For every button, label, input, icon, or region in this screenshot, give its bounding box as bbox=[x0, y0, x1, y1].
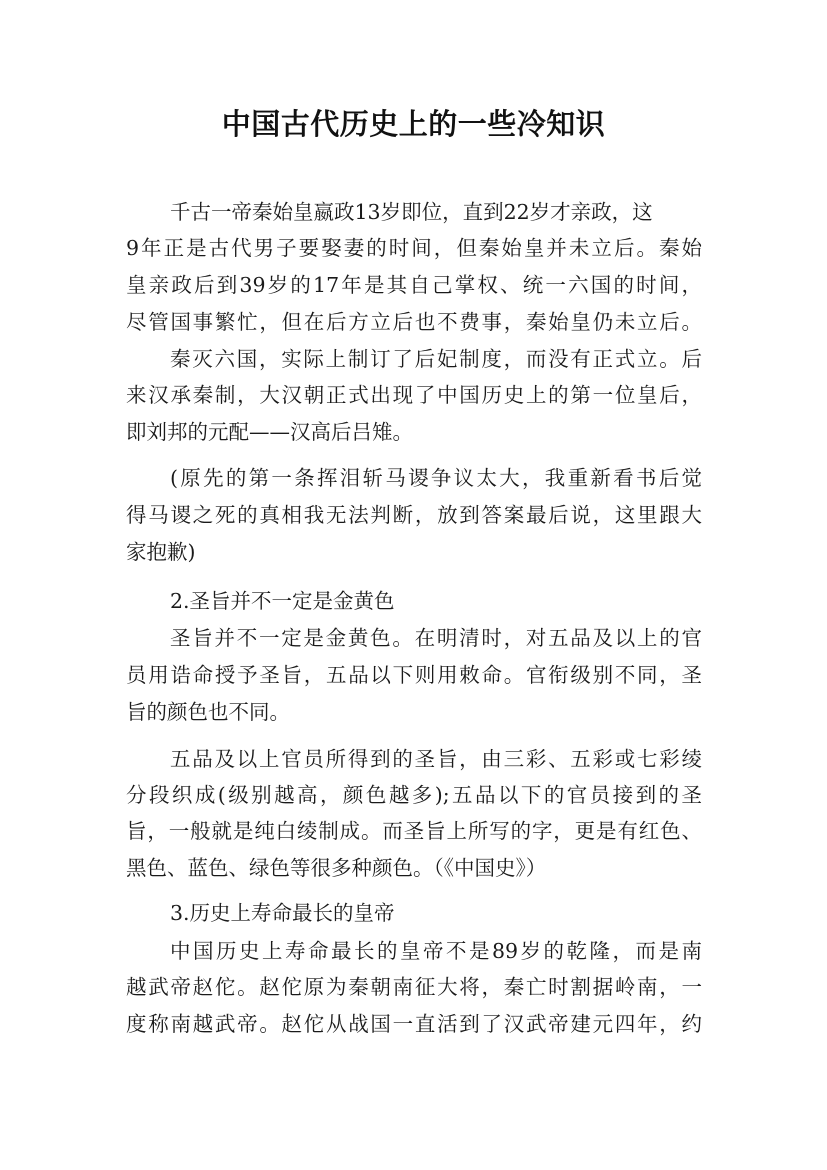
text-line: 越武帝赵佗。赵佗原为秦朝南征大将，秦亡时割据岭南，一 bbox=[126, 975, 702, 999]
text-line: 9年正是古代男子要娶妻的时间，但秦始皇并未立后。秦始 bbox=[126, 236, 702, 260]
text-line: (原先的第一条挥泪斩马谡争议太大，我重新看书后觉 bbox=[170, 466, 702, 490]
section-heading: 3.历史上寿命最长的皇帝 bbox=[170, 901, 395, 925]
text-line: 得马谡之死的真相我无法判断，放到答案最后说，这里跟大 bbox=[126, 503, 702, 527]
text-line: 旨的颜色也不同。 bbox=[126, 700, 290, 724]
text-line: 家抱歉) bbox=[126, 540, 196, 564]
document-title: 中国古代历史上的一些冷知识 bbox=[221, 107, 606, 141]
text-line: 即刘邦的元配——汉高后吕雉。 bbox=[126, 420, 413, 444]
text-line: 度称南越武帝。赵佗从战国一直活到了汉武帝建元四年，约 bbox=[126, 1012, 702, 1036]
text-line: 千古一帝秦始皇嬴政13岁即位，直到22岁才亲政，这 bbox=[170, 200, 653, 224]
text-line: 尽管国事繁忙，但在后方立后也不费事，秦始皇仍未立后。 bbox=[126, 310, 702, 334]
text-line: 五品及以上官员所得到的圣旨，由三彩、五彩或七彩绫 bbox=[170, 747, 702, 771]
text-line: 分段织成(级别越高，颜色越多);五品以下的官员接到的圣 bbox=[126, 783, 702, 807]
text-line: 秦灭六国，实际上制订了后妃制度，而没有正式立。后 bbox=[170, 347, 702, 371]
text-line: 来汉承秦制，大汉朝正式出现了中国历史上的第一位皇后， bbox=[126, 383, 702, 407]
text-line: 旨，一般就是纯白绫制成。而圣旨上所写的字，更是有红色、 bbox=[126, 819, 702, 843]
text-line: 皇亲政后到39岁的17年是其自己掌权、统一六国的时间， bbox=[126, 273, 702, 297]
text-line: 黑色、蓝色、绿色等很多种颜色。（《中国史》） bbox=[126, 856, 547, 880]
text-line: 中国历史上寿命最长的皇帝不是89岁的乾隆，而是南 bbox=[170, 939, 702, 963]
section-heading: 2.圣旨并不一定是金黄色 bbox=[170, 589, 395, 613]
text-line: 员用诰命授予圣旨，五品以下则用敕命。官衔级别不同，圣 bbox=[126, 663, 702, 687]
text-line: 圣旨并不一定是金黄色。在明清时，对五品及以上的官 bbox=[170, 626, 702, 650]
